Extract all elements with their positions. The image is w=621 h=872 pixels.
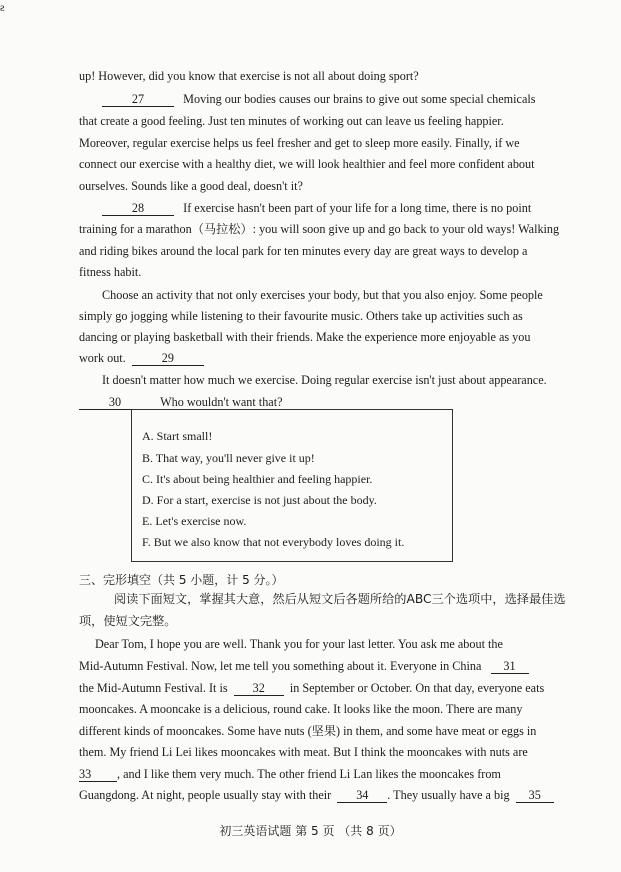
blank-34: 34: [337, 789, 387, 803]
option-e: E. Let's exercise now.: [142, 514, 247, 528]
blank-29: 29: [132, 352, 204, 366]
text-span: in September or October. On that day, everyone eats: [289, 681, 545, 695]
text-line: [79, 660, 529, 674]
text-line: [102, 202, 531, 216]
blank-31: 31: [491, 660, 529, 674]
text-line: dancing or playing basketball with their friends. Make the experience more enjoyable as you: [79, 330, 531, 344]
text-line: Moreover, regular exercise helps us feel fresher and get to sleep more easily. Finally, if we: [79, 136, 520, 150]
text-line: [79, 682, 544, 696]
text-line: mooncakes. A mooncake is a delicious, round cake. It looks like the moon. There are many: [79, 702, 523, 716]
text-line: and riding bikes around the local park for ten minutes every day are great ways to develop a: [79, 244, 528, 258]
text-line: [102, 93, 535, 107]
blank-32: 32: [234, 682, 284, 696]
options-box: [131, 409, 453, 562]
text-line: that create a good feeling. Just ten minutes of working out can leave us feeling happier.: [79, 114, 504, 128]
text-line: ourselves. Sounds like a good deal, doesn't it?: [79, 179, 303, 193]
text-line: fitness habit.: [79, 265, 142, 279]
text-line: [95, 638, 548, 650]
option-c: C. It's about being healthier and feeling happier.: [142, 472, 373, 486]
section-heading: 三、完形填空（共 5 小题，计 5 分。）: [79, 573, 284, 587]
text-line: simply go jogging while listening to their favourite music. Others take up activities such as: [79, 309, 523, 323]
text-span: , and I like them very much. The other friend Li Lan likes the mooncakes from: [117, 767, 501, 781]
instruction-line: 项，使短文完整。: [79, 614, 177, 628]
text-span: the Mid-Autumn Festival. It is: [79, 681, 228, 695]
option-a: A. Start small!: [142, 429, 213, 443]
text-line: them. My friend Li Lei likes mooncakes with meat. But I think the mooncakes with nuts are: [79, 745, 528, 759]
text-span: If exercise hasn't been part of your life for a long time, there is no point: [183, 201, 532, 215]
blank-35: 35: [516, 789, 554, 803]
text-line: [79, 352, 204, 366]
text-span: Who wouldn't want that?: [160, 395, 283, 409]
text-line: different kinds of mooncakes. Some have nuts (坚果) in them, and some have meat or eggs in: [79, 724, 537, 738]
blank-27: 27: [102, 93, 174, 107]
page-footer: 初三英语试题 第 5 页 （共 8 页）: [219, 824, 402, 838]
corner-mark: ƨ: [0, 0, 5, 14]
blank-30: 30: [79, 396, 151, 410]
text-span: . They usually have a big: [387, 788, 510, 802]
instruction-line: 阅读下面短文，掌握其大意，然后从短文后各题所给的ABC三个选项中，选择最佳选: [114, 592, 566, 606]
blank-28: 28: [102, 202, 174, 216]
option-d: D. For a start, exercise is not just about the body.: [142, 493, 377, 507]
option-b: B. That way, you'll never give it up!: [142, 451, 315, 465]
blank-33: 33: [79, 768, 117, 782]
text-span: Guangdong. At night, people usually stay with their: [79, 788, 332, 802]
text-line: up! However, did you know that exercise is not all about doing sport?: [79, 69, 419, 83]
text-span: work out.: [79, 351, 126, 365]
text-span: Moving our bodies causes our brains to give out some special chemicals: [183, 92, 536, 106]
text-line: [79, 789, 554, 803]
text-line: It doesn't matter how much we exercise. Doing regular exercise isn't just about appearance.: [102, 373, 547, 387]
text-line: connect our exercise with a healthy diet, we will look healthier and feel more confident about: [79, 157, 535, 171]
option-f: F. But we also know that not everybody loves doing it.: [142, 535, 405, 549]
text-line: [79, 768, 501, 782]
text-span: Dear Tom, I hope you are well. Thank you for your last letter. You ask me about the: [95, 637, 503, 651]
text-span: Mid-Autumn Festival. Now, let me tell you something about it. Everyone in China: [79, 659, 482, 673]
text-line: training for a marathon（马拉松）: you will soon give up and go back to your old ways! Walking: [79, 222, 560, 236]
text-line: Choose an activity that not only exercises your body, but that you also enjoy. Some people: [102, 288, 543, 302]
